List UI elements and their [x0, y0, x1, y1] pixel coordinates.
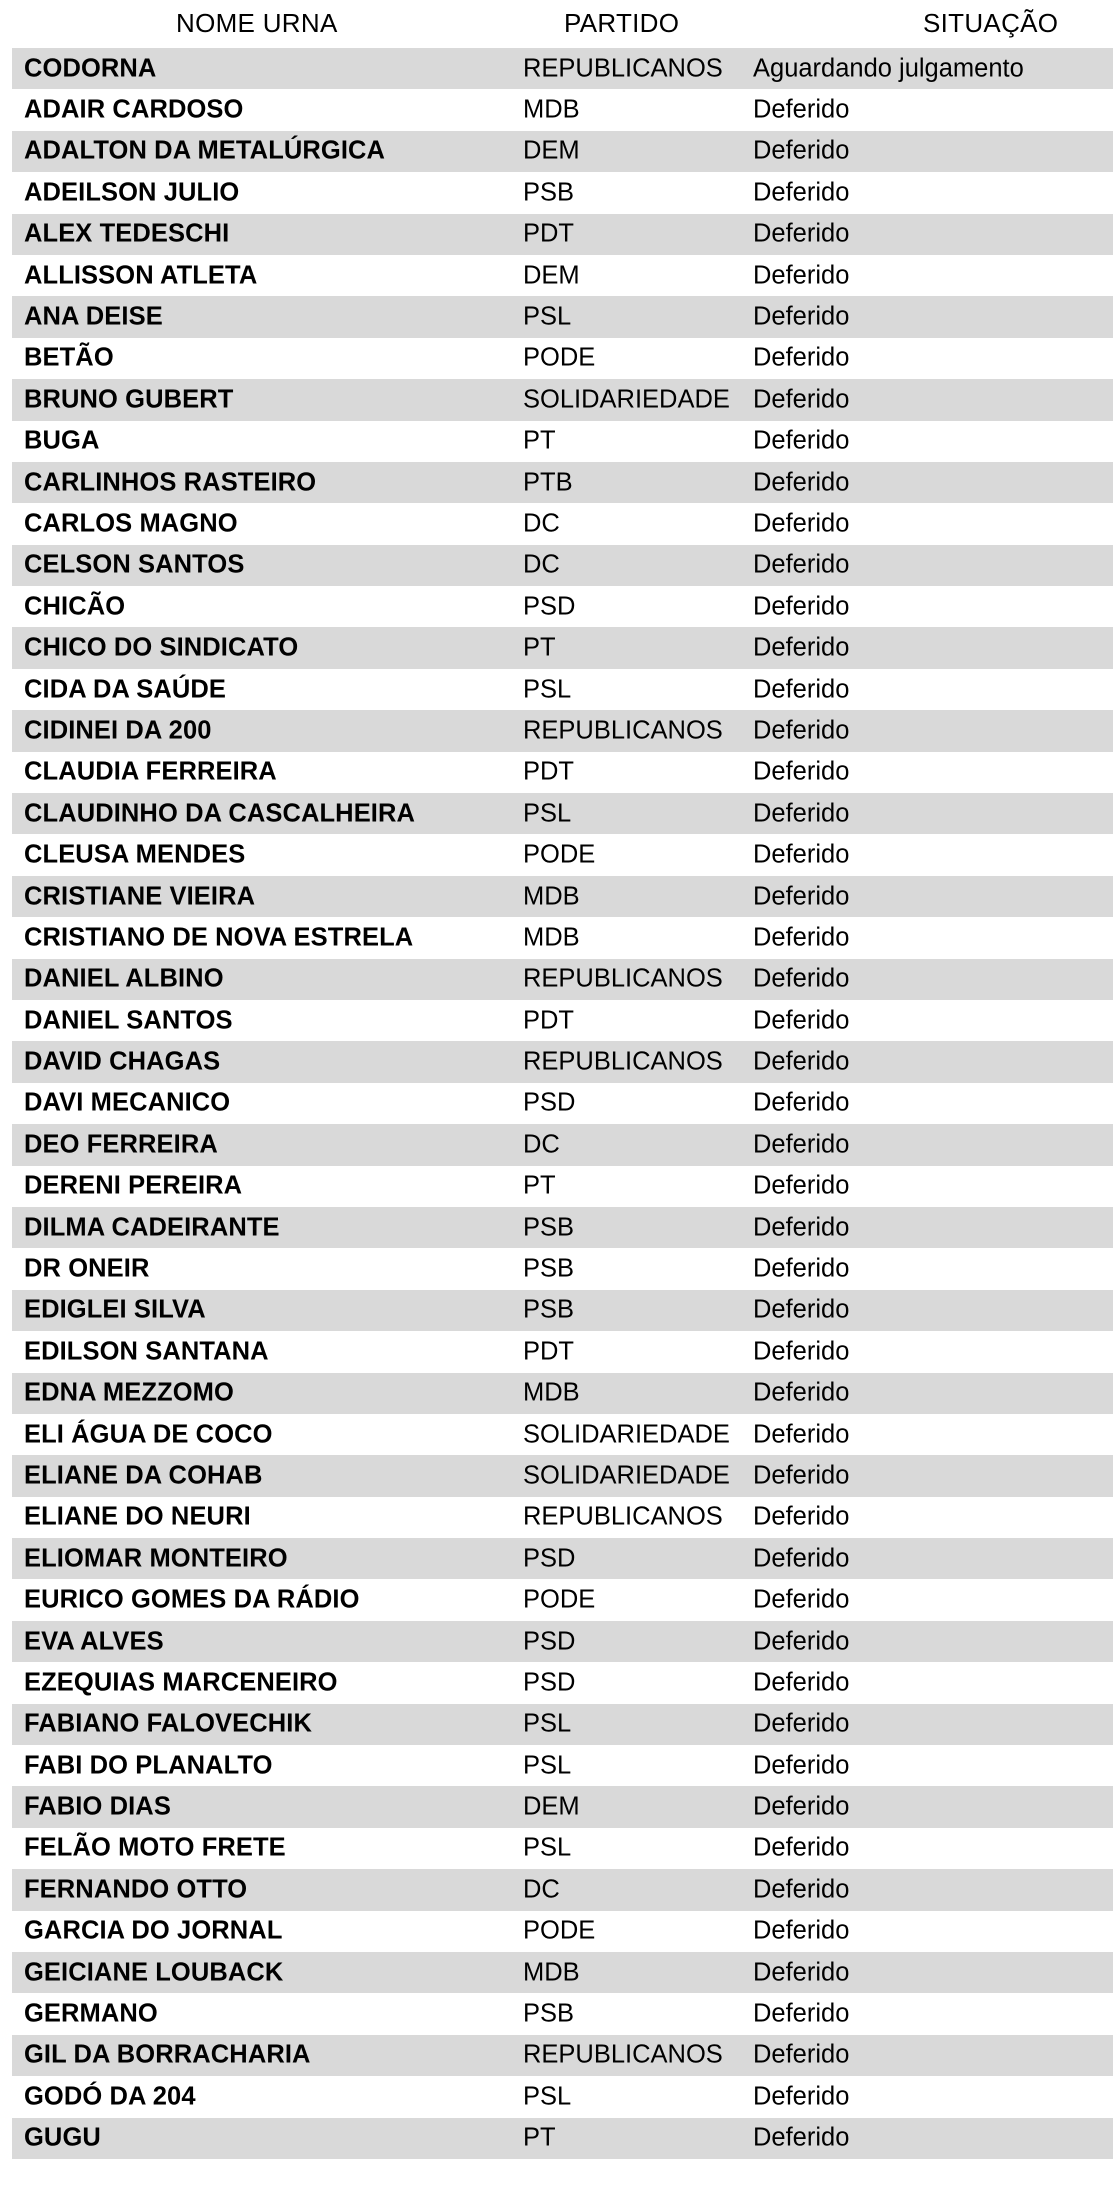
table-row	[12, 2118, 1113, 2159]
candidate-party: PT	[523, 633, 556, 662]
candidate-name: FABIANO FALOVECHIK	[24, 1709, 312, 1738]
candidate-party: PTB	[523, 467, 573, 496]
candidate-status: Deferido	[753, 633, 850, 662]
table-row	[12, 876, 1113, 917]
candidate-name: GUGU	[24, 2123, 101, 2152]
candidate-status: Deferido	[753, 1544, 850, 1572]
candidate-name: CARLOS MAGNO	[24, 509, 238, 538]
table-row	[12, 1828, 1113, 1869]
table-row	[12, 545, 1113, 586]
candidate-name: EVA ALVES	[24, 1626, 164, 1655]
candidate-name: GEICIANE LOUBACK	[24, 1957, 284, 1986]
table-row	[12, 1745, 1113, 1786]
candidate-party: REPUBLICANOS	[523, 53, 723, 82]
table-row	[12, 1993, 1113, 2034]
table-row	[12, 89, 1113, 130]
candidate-party: MDB	[523, 1957, 580, 1986]
candidate-status: Deferido	[753, 798, 850, 827]
candidate-status: Deferido	[753, 1337, 850, 1366]
table-row	[12, 710, 1113, 751]
candidate-party: PSL	[523, 2082, 572, 2111]
table-row	[12, 1911, 1113, 1952]
candidate-party: DEM	[523, 260, 580, 289]
candidate-name: DAVID CHAGAS	[24, 1047, 221, 1076]
header-partido: PARTIDO	[564, 8, 680, 38]
candidate-name: ALLISSON ATLETA	[24, 260, 258, 289]
candidate-party: PSD	[523, 1668, 576, 1697]
table-row	[12, 1704, 1113, 1745]
candidate-party: PODE	[523, 840, 596, 869]
candidate-party: PODE	[523, 1585, 596, 1614]
candidate-party: DC	[523, 1875, 560, 1904]
table-row	[12, 379, 1113, 420]
candidate-name: CLEUSA MENDES	[24, 840, 246, 869]
table-row	[12, 586, 1113, 627]
candidate-status: Deferido	[753, 1750, 850, 1779]
candidate-name: ADEILSON JULIO	[24, 178, 240, 207]
candidate-status: Deferido	[753, 1792, 850, 1821]
candidate-name: GERMANO	[24, 1999, 158, 2028]
candidate-party: MDB	[523, 923, 580, 952]
table-row	[12, 1579, 1113, 1620]
table-row	[12, 1166, 1113, 1207]
candidate-name: DANIEL SANTOS	[24, 1005, 233, 1034]
candidate-party: PSD	[523, 592, 576, 621]
candidate-party: MDB	[523, 95, 580, 124]
candidate-name: EURICO GOMES DA RÁDIO	[24, 1585, 360, 1614]
table-row	[12, 627, 1113, 668]
candidate-name: EZEQUIAS MARCENEIRO	[24, 1668, 338, 1697]
candidate-status: Deferido	[753, 1171, 850, 1200]
candidate-status: Deferido	[753, 964, 850, 993]
candidate-status: Deferido	[753, 1212, 850, 1241]
candidate-party: PSD	[523, 1088, 576, 1117]
candidate-name: DEO FERREIRA	[24, 1130, 218, 1159]
candidate-status: Deferido	[753, 1626, 850, 1655]
candidate-status: Deferido	[753, 716, 850, 745]
candidate-status: Deferido	[753, 509, 850, 538]
candidate-status: Deferido	[753, 757, 850, 786]
candidate-name: ELIANE DO NEURI	[24, 1502, 251, 1531]
candidate-status: Deferido	[753, 1295, 850, 1324]
candidate-status: Deferido	[753, 1875, 850, 1904]
candidate-status: Deferido	[753, 1088, 850, 1117]
candidate-name: GIL DA BORRACHARIA	[24, 2040, 311, 2069]
table-row	[12, 296, 1113, 337]
table-row	[12, 2076, 1113, 2117]
candidate-status: Deferido	[753, 219, 850, 248]
candidate-party: SOLIDARIEDADE	[523, 1461, 730, 1490]
candidate-name: CARLINHOS RASTEIRO	[24, 467, 317, 496]
header-nome-urna: NOME URNA	[176, 8, 338, 38]
candidate-name: FABIO DIAS	[24, 1792, 171, 1821]
table-row	[12, 462, 1113, 503]
table-row	[12, 1000, 1113, 1041]
candidate-party: PSL	[523, 798, 572, 827]
candidate-party: MDB	[523, 1378, 580, 1407]
candidate-status: Deferido	[753, 426, 850, 455]
table-row	[12, 503, 1113, 544]
candidate-name: DAVI MECANICO	[24, 1088, 231, 1117]
candidate-party: REPUBLICANOS	[523, 716, 723, 745]
candidate-name: EDNA MEZZOMO	[24, 1378, 234, 1407]
candidate-party: REPUBLICANOS	[523, 2040, 723, 2069]
candidate-party: PODE	[523, 343, 596, 372]
candidate-party: REPUBLICANOS	[523, 1502, 723, 1531]
candidate-name: ELI ÁGUA DE COCO	[24, 1419, 273, 1448]
candidate-name: CODORNA	[24, 53, 157, 82]
candidate-party: PDT	[523, 1005, 574, 1034]
candidate-status: Deferido	[753, 1005, 850, 1034]
table-row	[12, 172, 1113, 213]
candidate-name: ELIOMAR MONTEIRO	[24, 1544, 288, 1572]
table-row	[12, 1621, 1113, 1662]
table-row	[12, 48, 1113, 89]
candidate-name: CIDINEI DA 200	[24, 716, 212, 745]
candidate-name: GODÓ DA 204	[24, 2082, 196, 2111]
candidate-status: Deferido	[753, 881, 850, 910]
candidate-name: ANA DEISE	[24, 302, 163, 331]
candidate-name: DR ONEIR	[24, 1254, 150, 1283]
table-row	[12, 1538, 1113, 1579]
table-row	[12, 1952, 1113, 1993]
candidate-status: Deferido	[753, 95, 850, 124]
candidate-status: Deferido	[753, 1833, 850, 1862]
candidate-party: PSB	[523, 178, 575, 207]
candidate-status: Deferido	[753, 385, 850, 414]
candidate-party: PSL	[523, 1750, 572, 1779]
table-row	[12, 1869, 1113, 1910]
candidate-status: Deferido	[753, 1419, 850, 1448]
candidate-party: PSL	[523, 1833, 572, 1862]
table-row	[12, 669, 1113, 710]
candidate-status: Deferido	[753, 1916, 850, 1945]
candidate-name: FELÃO MOTO FRETE	[24, 1833, 286, 1862]
candidate-party: REPUBLICANOS	[523, 964, 723, 993]
candidate-party: PSB	[523, 1999, 575, 2028]
candidate-status: Deferido	[753, 840, 850, 869]
candidate-status: Deferido	[753, 1461, 850, 1490]
candidate-status: Deferido	[753, 302, 850, 331]
table-row	[12, 255, 1113, 296]
candidate-name: CELSON SANTOS	[24, 550, 245, 579]
candidate-name: FERNANDO OTTO	[24, 1875, 248, 1904]
candidate-status: Deferido	[753, 1585, 850, 1614]
candidate-party: DC	[523, 550, 560, 579]
candidate-party: PSB	[523, 1254, 575, 1283]
table-row	[12, 1083, 1113, 1124]
candidate-status: Deferido	[753, 260, 850, 289]
candidate-status: Deferido	[753, 1502, 850, 1531]
candidate-status: Deferido	[753, 178, 850, 207]
candidate-status: Deferido	[753, 467, 850, 496]
candidate-name: BUGA	[24, 426, 100, 455]
candidate-party: PSD	[523, 1544, 576, 1572]
table-body	[0, 48, 1120, 2159]
candidate-status: Deferido	[753, 1378, 850, 1407]
table-row	[12, 1414, 1113, 1455]
candidate-party: PSL	[523, 1709, 572, 1738]
candidate-party: DEM	[523, 1792, 580, 1821]
candidate-name: EDILSON SANTANA	[24, 1337, 269, 1366]
table-row	[12, 2035, 1113, 2076]
candidate-party: PSL	[523, 302, 572, 331]
candidate-party: PT	[523, 1171, 556, 1200]
candidate-name: CRISTIANO DE NOVA ESTRELA	[24, 923, 414, 952]
candidate-party: PT	[523, 2123, 556, 2152]
candidate-status: Deferido	[753, 2082, 850, 2111]
table-row	[12, 1290, 1113, 1331]
candidate-party: PT	[523, 426, 556, 455]
candidate-status: Deferido	[753, 1709, 850, 1738]
candidate-party: SOLIDARIEDADE	[523, 385, 730, 414]
candidate-name: CHICO DO SINDICATO	[24, 633, 299, 662]
candidate-status: Deferido	[753, 2040, 850, 2069]
table-row	[12, 131, 1113, 172]
candidate-party: MDB	[523, 881, 580, 910]
candidate-name: DANIEL ALBINO	[24, 964, 224, 993]
candidate-name: FABI DO PLANALTO	[24, 1750, 273, 1779]
candidate-party: PDT	[523, 757, 574, 786]
candidate-party: PSD	[523, 1626, 576, 1655]
candidate-party: PSB	[523, 1295, 575, 1324]
table-row	[12, 421, 1113, 462]
table-row	[12, 834, 1113, 875]
header-situacao: SITUAÇÃO	[923, 8, 1059, 38]
candidate-party: PSL	[523, 674, 572, 703]
candidate-name: DERENI PEREIRA	[24, 1171, 243, 1200]
candidate-name: BRUNO GUBERT	[24, 385, 234, 414]
candidate-party: DC	[523, 1130, 560, 1159]
candidate-name: CIDA DA SAÚDE	[24, 674, 227, 703]
table-row	[12, 1455, 1113, 1496]
candidate-status: Deferido	[753, 1999, 850, 2028]
candidate-name: ALEX TEDESCHI	[24, 219, 230, 248]
table-row	[12, 1662, 1113, 1703]
table-header	[0, 0, 1120, 48]
candidate-status: Deferido	[753, 1668, 850, 1697]
candidate-status: Deferido	[753, 1130, 850, 1159]
candidate-party: REPUBLICANOS	[523, 1047, 723, 1076]
table-row	[12, 338, 1113, 379]
candidate-party: PSB	[523, 1212, 575, 1241]
candidate-status: Deferido	[753, 550, 850, 579]
candidate-name: GARCIA DO JORNAL	[24, 1916, 283, 1945]
candidate-status: Deferido	[753, 136, 850, 165]
table-row	[12, 1331, 1113, 1372]
candidate-party: SOLIDARIEDADE	[523, 1419, 730, 1448]
table-row	[12, 959, 1113, 1000]
candidate-name: CHICÃO	[24, 592, 126, 621]
candidate-name: ADAIR CARDOSO	[24, 95, 244, 124]
candidate-name: CRISTIANE VIEIRA	[24, 881, 256, 910]
candidate-name: ADALTON DA METALÚRGICA	[24, 136, 386, 165]
candidate-name: ELIANE DA COHAB	[24, 1461, 263, 1490]
candidate-name: DILMA CADEIRANTE	[24, 1212, 280, 1241]
table-row	[12, 752, 1113, 793]
table-row	[12, 1786, 1113, 1827]
candidate-party: DC	[523, 509, 560, 538]
candidate-status: Deferido	[753, 674, 850, 703]
candidate-name: CLAUDINHO DA CASCALHEIRA	[24, 798, 416, 827]
table-row	[12, 1207, 1113, 1248]
candidate-party: PDT	[523, 1337, 574, 1366]
candidate-party: PODE	[523, 1916, 596, 1945]
candidate-party: PDT	[523, 219, 574, 248]
candidate-status: Deferido	[753, 1254, 850, 1283]
candidate-status: Deferido	[753, 1047, 850, 1076]
candidate-party: DEM	[523, 136, 580, 165]
table-row	[12, 214, 1113, 255]
table-row	[12, 1041, 1113, 1082]
candidate-status: Deferido	[753, 343, 850, 372]
candidate-name: BETÃO	[24, 343, 114, 372]
candidate-name: CLAUDIA FERREIRA	[24, 757, 277, 786]
candidate-status: Deferido	[753, 923, 850, 952]
candidate-status: Aguardando julgamento	[753, 53, 1024, 82]
candidate-status: Deferido	[753, 2123, 850, 2152]
table-row	[12, 793, 1113, 834]
candidate-name: EDIGLEI SILVA	[24, 1295, 206, 1324]
table-row	[12, 1248, 1113, 1289]
candidate-status: Deferido	[753, 1957, 850, 1986]
candidate-status: Deferido	[753, 592, 850, 621]
table-row	[12, 1373, 1113, 1414]
table-row	[12, 1124, 1113, 1165]
table-row	[12, 1497, 1113, 1538]
table-row	[12, 917, 1113, 958]
